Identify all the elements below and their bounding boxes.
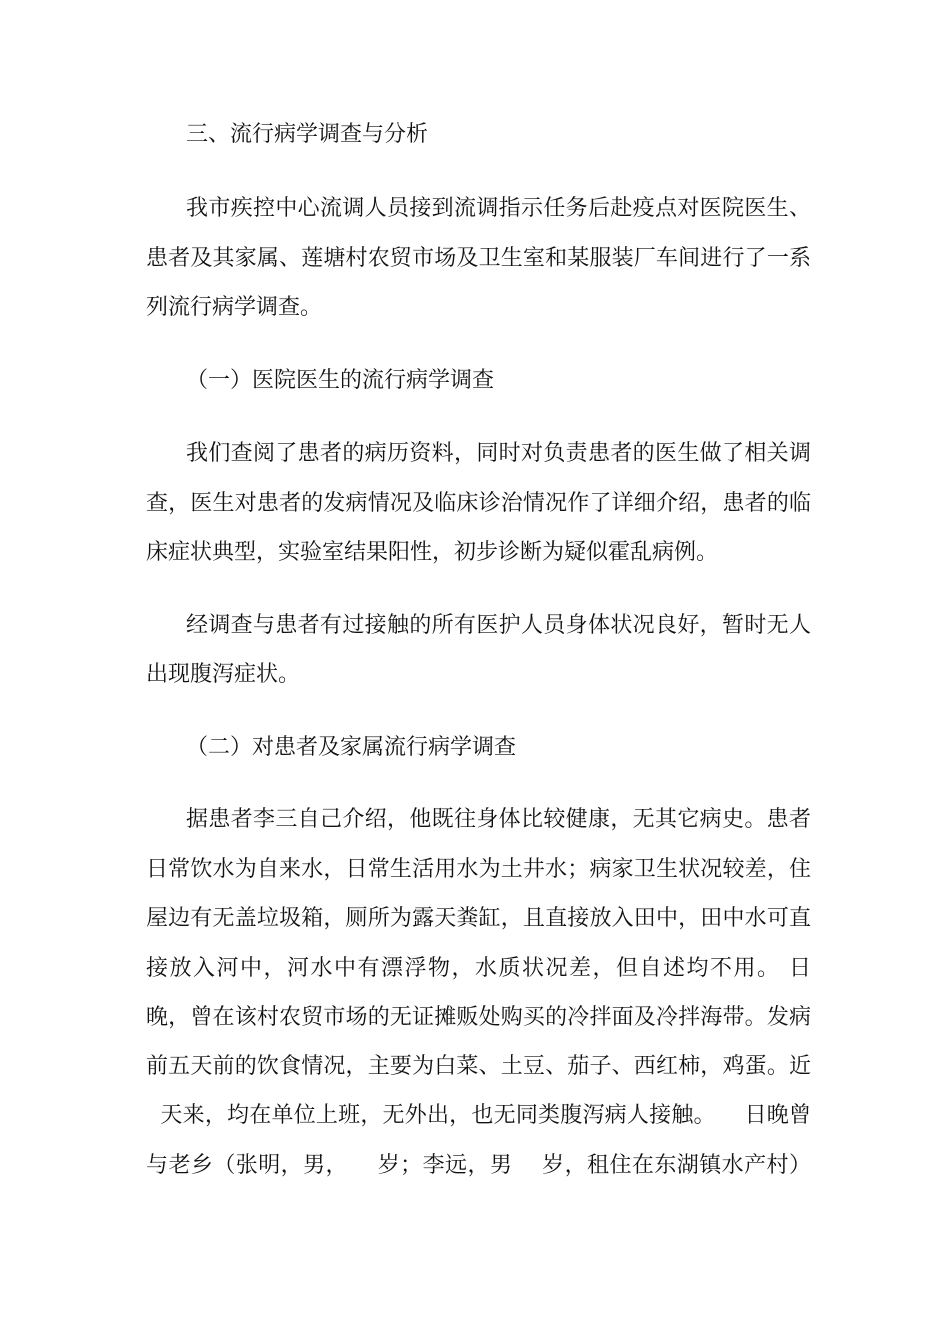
para3-line-5: 晚，曾在该村农贸市场的无证摊贩处购买的冷拌面及冷拌海带。发病 — [146, 1005, 811, 1030]
para3-line-7: 天来，均在单位上班，无外出，也无同类腹泻病人接触。 日晚曾 — [146, 1103, 811, 1128]
para3-line-8: 与老乡（张明，男， 岁；李远，男 岁，租住在东湖镇水产村） — [146, 1153, 811, 1178]
para3-line-3: 屋边有无盖垃圾箱，厕所为露天粪缸，且直接放入田中，田中水可直 — [146, 906, 811, 931]
sub-heading-1: （一）医院医生的流行病学调查 — [186, 368, 495, 393]
para1-line-3: 床症状典型，实验室结果阳性，初步诊断为疑似霍乱病例。 — [146, 540, 719, 565]
para3-line-4: 接放入河中，河水中有漂浮物，水质状况差，但自述均不用。 日 — [146, 956, 811, 981]
para3-line-1: 据患者李三自己介绍，他既往身体比较健康，无其它病史。患者 — [186, 807, 811, 832]
para1-line-1: 我们查阅了患者的病历资料，同时对负责患者的医生做了相关调 — [186, 441, 811, 466]
sub-heading-2: （二）对患者及家属流行病学调查 — [186, 735, 517, 760]
para3-line-2: 日常饮水为自来水，日常生活用水为土井水；病家卫生状况较差，住 — [146, 857, 811, 882]
para3-line-6: 前五天前的饮食情况，主要为白菜、土豆、茄子、西红柿，鸡蛋。近 — [146, 1054, 811, 1079]
intro-line-1: 我市疾控中心流调人员接到流调指示任务后赴疫点对医院医生、 — [186, 196, 811, 221]
para2-line-2: 出现腹泻症状。 — [146, 662, 301, 687]
section-heading: 三、流行病学调查与分析 — [186, 122, 429, 147]
para1-line-2: 查，医生对患者的发病情况及临床诊治情况作了详细介绍，患者的临 — [146, 491, 811, 516]
intro-line-2: 患者及其家属、莲塘村农贸市场及卫生室和某服装厂车间进行了一系 — [146, 246, 811, 271]
para2-line-1: 经调查与患者有过接触的所有医护人员身体状况良好，暂时无人 — [186, 613, 811, 638]
intro-line-3: 列流行病学调查。 — [146, 295, 323, 320]
